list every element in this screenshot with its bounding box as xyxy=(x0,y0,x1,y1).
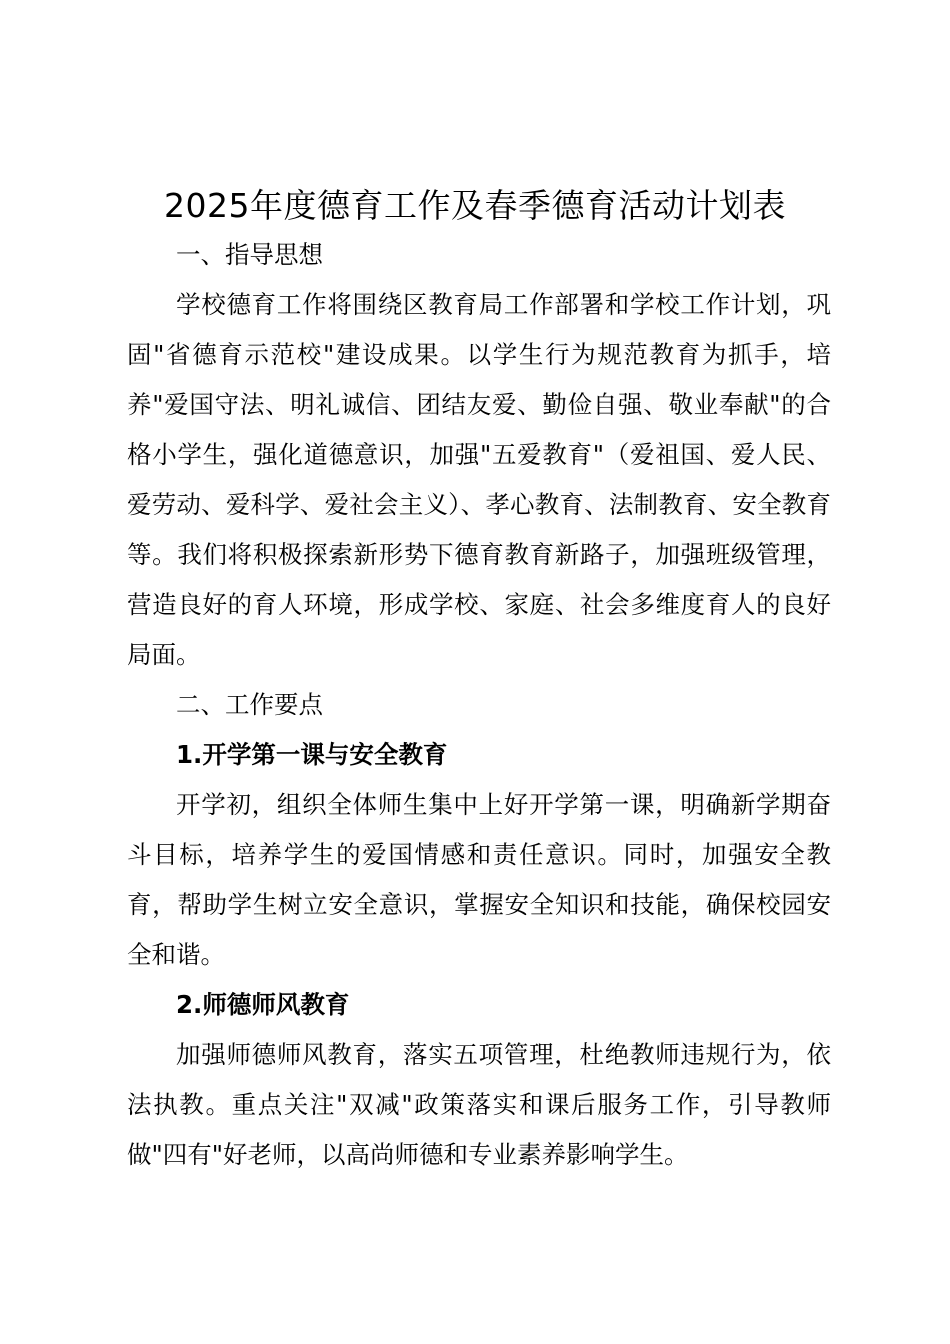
paragraph-first-lesson-safety: 开学初，组织全体师生集中上好开学第一课，明确新学期奋斗目标，培养学生的爱国情感和责任意识。同时，加强安全教育，帮助学生树立安全意识，掌握安全知识和技能，确保校园安全和谐。 xyxy=(127,790,831,969)
subheading-teacher-ethics: 2.师德师风教育 xyxy=(176,990,350,1019)
section-heading-guiding-ideology: 一、指导思想 xyxy=(176,240,323,269)
document-title: 2025年度德育工作及春季德育活动计划表 xyxy=(164,186,786,225)
document-body xyxy=(127,230,831,1180)
paragraph-guiding-ideology: 学校德育工作将围绕区教育局工作部署和学校工作计划，巩固"省德育示范校"建设成果。以学生行为规范教育为抓手，培养"爱国守法、明礼诚信、团结友爱、勤俭自强、敬业奉献"的合格小学生，强化道德意识，加强"五爱教育"（爱祖国、爱人民、爱劳动、爱科学、爱社会主义）、孝心教育、法制教育、安全教育等。我们将积极探索新形势下德育教育新路子，加强班级管理，营造良好的育人环境，形成学校、家庭、社会多维度育人的良好局面。 xyxy=(127,290,831,669)
paragraph-teacher-ethics: 加强师德师风教育，落实五项管理，杜绝教师违规行为，依法执教。重点关注"双减"政策落实和课后服务工作，引导教师做"四有"好老师，以高尚师德和专业素养影响学生。 xyxy=(127,1040,831,1169)
section-heading-work-points: 二、工作要点 xyxy=(176,690,323,719)
subheading-first-lesson-safety: 1.开学第一课与安全教育 xyxy=(176,740,448,769)
